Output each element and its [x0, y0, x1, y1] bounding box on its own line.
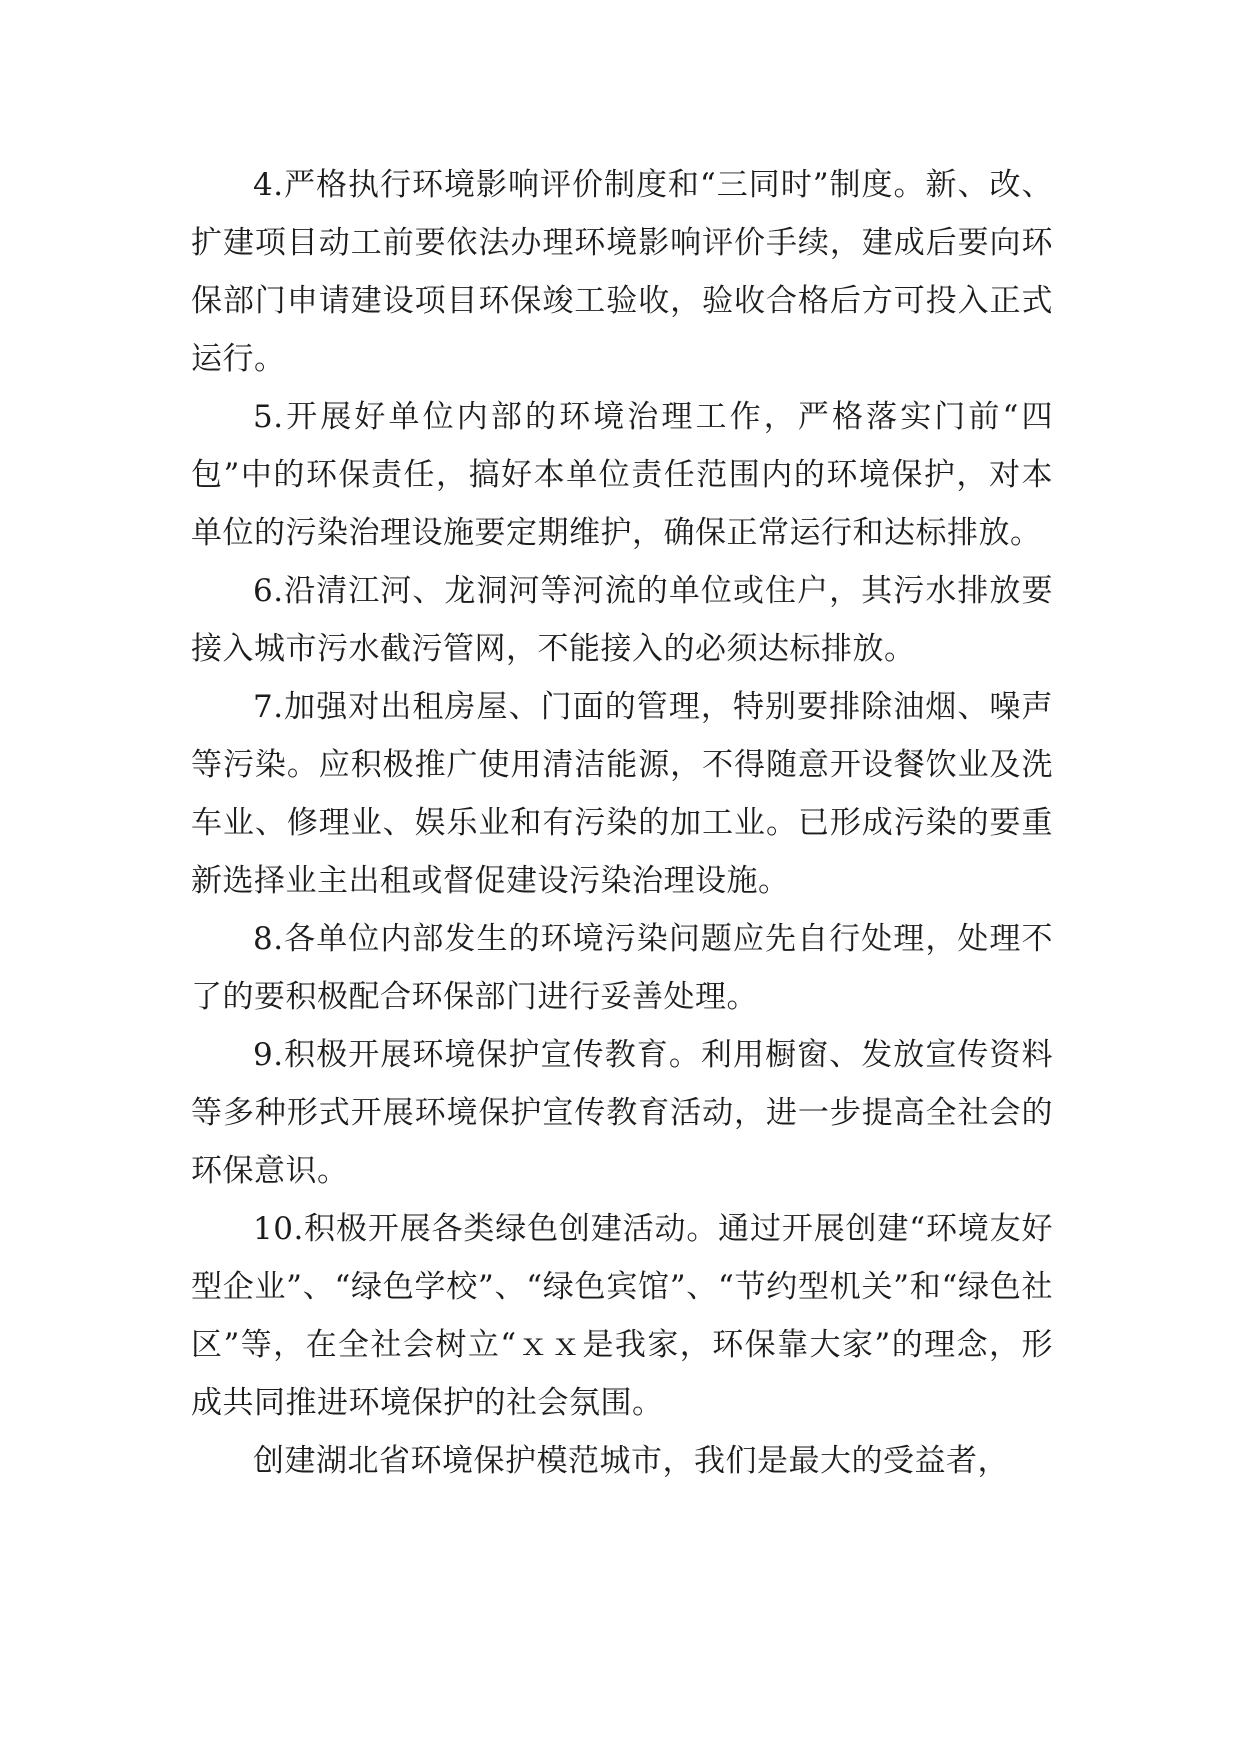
paragraph-item-5: 5.开展好单位内部的环境治理工作，严格落实门前“四包”中的环保责任，搞好本单位责任范围内的环境保护，对本单位的污染治理设施要定期维护，确保正常运行和达标排放。 — [191, 399, 1053, 551]
paragraph-item-4: 4.严格执行环境影响评价制度和“三同时”制度。新、改、扩建项目动工前要依法办理环境影响评价手续，建成后要向环保部门申请建设项目环保竣工验收，验收合格后方可投入正式运行。 — [191, 167, 1053, 377]
paragraph-item-8: 8.各单位内部发生的环境污染问题应先自行处理，处理不了的要积极配合环保部门进行妥善处理。 — [191, 921, 1053, 1015]
paragraph-item-7: 7.加强对出租房屋、门面的管理，特别要排除油烟、噪声等污染。应积极推广使用清洁能源，不得随意开设餐饮业及洗车业、修理业、娱乐业和有污染的加工业。已形成污染的要重新选择业主出租或督促建设污染治理设施。 — [191, 689, 1053, 899]
paragraph-item-9: 9.积极开展环境保护宣传教育。利用橱窗、发放宣传资料等多种形式开展环境保护宣传教育活动，进一步提高全社会的环保意识。 — [191, 1037, 1053, 1189]
paragraph-closing: 创建湖北省环境保护模范城市，我们是最大的受益者， — [253, 1443, 1009, 1479]
document-body — [191, 156, 1053, 1490]
paragraph-item-6: 6.沿清江河、龙洞河等河流的单位或住户，其污水排放要接入城市污水截污管网，不能接入的必须达标排放。 — [191, 573, 1053, 667]
paragraph-item-10: 10.积极开展各类绿色创建活动。通过开展创建“环境友好型企业”、“绿色学校”、“绿色宾馆”、“节约型机关”和“绿色社区”等，在全社会树立“ｘｘ是我家，环保靠大家”的理念，形成共同推进环境保护的社会氛围。 — [191, 1211, 1053, 1421]
